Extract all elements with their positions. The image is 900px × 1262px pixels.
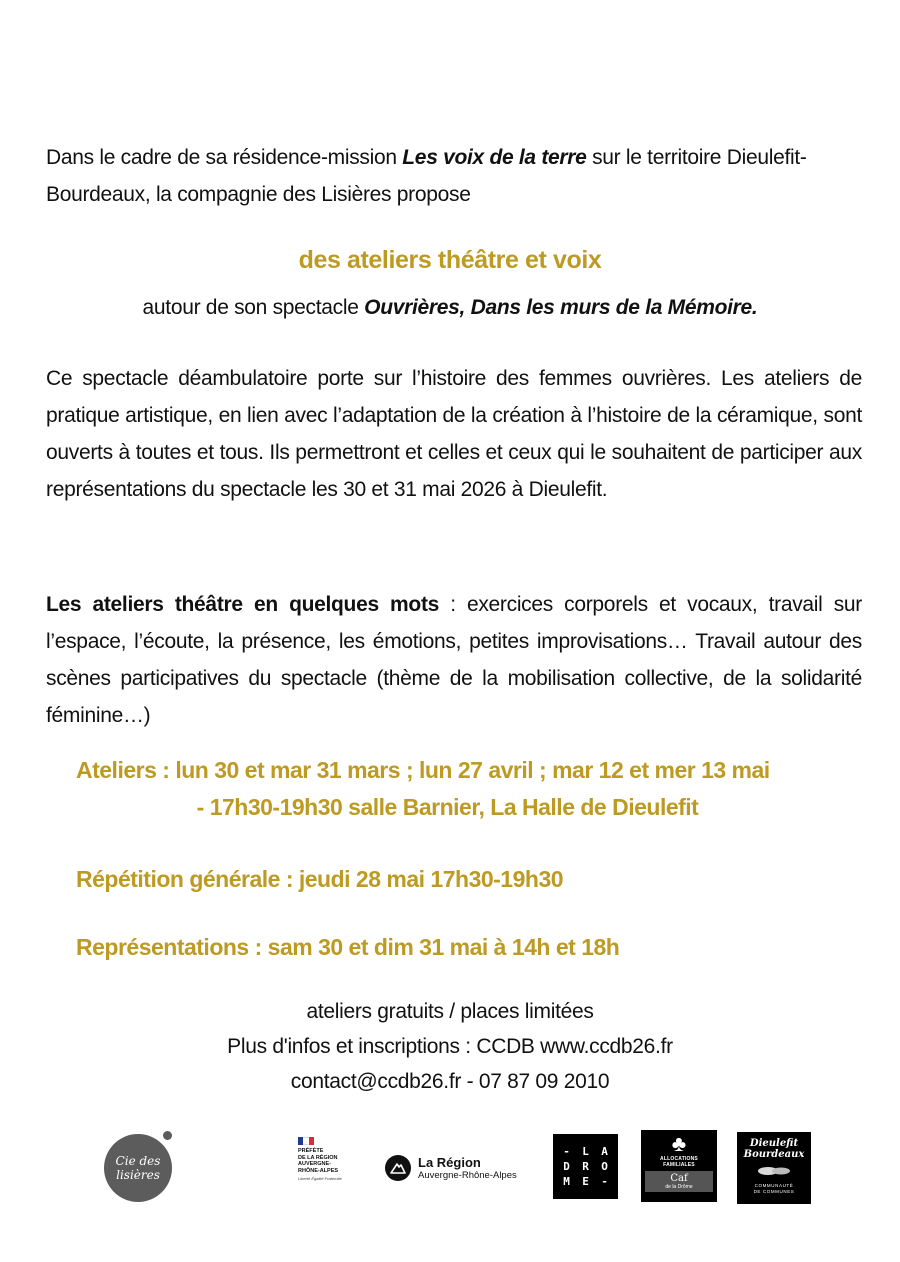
show-title: Ouvrières, Dans les murs de la Mémoire. — [364, 296, 758, 319]
cie-logo-line1: Cie des — [115, 1154, 161, 1168]
ccdb-cc1: COMMUNAUTÉ — [754, 1183, 794, 1188]
pref-line3: AUVERGNE- — [298, 1161, 332, 1167]
region-sub: Auvergne-Rhône-Alpes — [418, 1170, 517, 1181]
schedule-representations: Représentations : sam 30 et dim 31 mai à 14h et 18h — [76, 934, 620, 960]
caf-logo — [641, 1130, 717, 1202]
info-contact: contact@ccdb26.fr - 07 87 09 2010 — [290, 1070, 610, 1093]
ccdb-logo — [737, 1132, 811, 1204]
caf-name: Caf — [670, 1173, 688, 1184]
hills-icon — [756, 1165, 792, 1175]
intro-paragraph — [46, 139, 862, 213]
pref-line4: RHÔNE-ALPES — [298, 1167, 339, 1174]
region-mountain-icon — [385, 1155, 411, 1181]
info-website: Plus d'infos et inscriptions : CCDB www.ccdb26.fr — [227, 1035, 673, 1058]
pref-motto: Liberté Égalité Fraternité — [298, 1176, 342, 1181]
intro-after: sur le territoire Dieulefit-Bourdeaux, la compagnie des Lisières propose — [46, 146, 807, 206]
schedule-repetition: Répétition générale : jeudi 28 mai 17h30-19h30 — [76, 866, 564, 892]
mots-paragraph — [46, 586, 862, 734]
cie-des-lisieres-logo — [104, 1134, 172, 1202]
drome-letter: R — [582, 1160, 589, 1173]
drome-letter: E — [582, 1175, 589, 1188]
caf-sub: de la Drôme — [665, 1184, 693, 1190]
schedule-ateliers-place: - 17h30-19h30 salle Barnier, La Halle de Dieulefit — [196, 794, 699, 820]
drome-letter: - — [601, 1175, 608, 1188]
drome-letter: O — [601, 1160, 608, 1173]
french-flag-icon — [298, 1137, 314, 1145]
caf-af2: FAMILIALES — [663, 1162, 695, 1168]
pref-line1: PRÉFÈTE — [298, 1148, 324, 1154]
drome-letter: - — [563, 1145, 570, 1158]
mots-label: Les ateliers théâtre en quelques mots — [46, 593, 440, 616]
logo-dot — [163, 1131, 172, 1140]
family-icon: ♣ — [671, 1131, 687, 1156]
pref-line2: DE LA RÉGION — [298, 1154, 338, 1161]
prefecture-logo — [298, 1137, 356, 1199]
caf-af1: ALLOCATIONS — [660, 1156, 698, 1162]
drome-letter: D — [563, 1160, 570, 1173]
main-heading: des ateliers théâtre et voix — [298, 246, 602, 274]
la-drome-logo — [553, 1134, 618, 1199]
description-paragraph: Ce spectacle déambulatoire porte sur l’histoire des femmes ouvrières. Les ateliers de pratique artistique, en lien avec l’adaptation de la création à l’histoire de la céramique, sont ouverts à toutes et tous. Ils permettront et celles et ceux qui le souhaitent de participer aux représentations du spectacle les 30 et 31 mai 2026 à Dieulefit. — [46, 367, 862, 501]
info-free: ateliers gratuits / places limitées — [306, 1000, 594, 1023]
residence-title: Les voix de la terre — [402, 146, 587, 169]
subtitle — [0, 296, 900, 320]
drome-letter: A — [601, 1145, 608, 1158]
ccdb-cc2: DE COMMUNES — [753, 1188, 795, 1194]
caf-box — [645, 1171, 713, 1192]
region-name: La Région — [418, 1155, 481, 1170]
drome-letter: L — [582, 1145, 589, 1158]
region-logo — [385, 1150, 535, 1186]
drome-letter: M — [563, 1175, 570, 1188]
mots-text: : exercices corporels et vocaux, travail sur l’espace, l’écoute, la présence, les émotions, petites improvisations… Travail autour des scènes participatives du spectacle (thème de la mobilisation collective, de la solidarité féminine…) — [46, 593, 862, 727]
cie-logo-line2: lisières — [116, 1168, 160, 1182]
ccdb-name1: Dieulefit — [749, 1138, 799, 1149]
ccdb-name2: Bourdeaux — [743, 1149, 805, 1160]
subtitle-before: autour de son spectacle — [142, 296, 365, 319]
schedule-ateliers: Ateliers : lun 30 et mar 31 mars ; lun 27 avril ; mar 12 et mer 13 mai — [76, 757, 770, 783]
intro-before: Dans le cadre de sa résidence-mission — [46, 146, 403, 169]
